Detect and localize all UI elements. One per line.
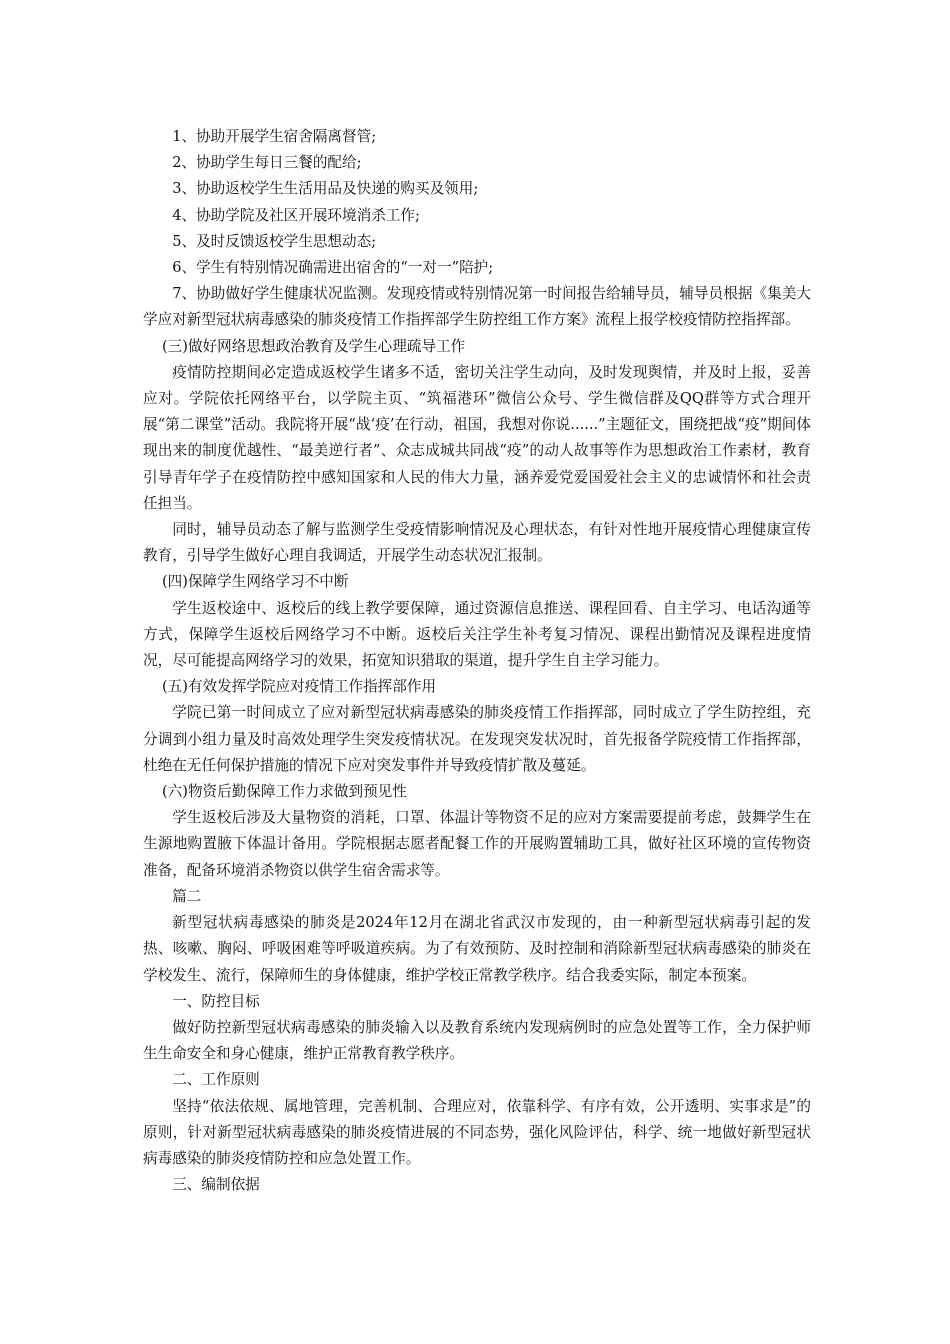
section-heading: (五)有效发挥学院应对疫情工作指挥部作用 bbox=[161, 678, 437, 696]
part-heading: 篇二 bbox=[172, 887, 202, 905]
section-heading: 一、防控目标 bbox=[172, 992, 260, 1010]
paragraph: 学生返校途中、返校后的线上教学要保障，通过资源信息推送、课程回看、自主学习、电话沟通等方式，保障学生返校后网络学习不中断。返校后关注学生补考复习情况、课程出勤情况及课程进度情况，尽可能提高网络学习的效果，拓宽知识猎取的渠道，提升学生自主学习能力。 bbox=[143, 599, 811, 670]
list-item: 5、及时反馈返校学生思想动态; bbox=[172, 232, 377, 250]
list-item: 6、学生有特别情况确需进出宿舍的“一对一”陪护; bbox=[172, 259, 494, 277]
list-item: 2、协助学生每日三餐的配给; bbox=[172, 154, 362, 172]
paragraph: 学生返校后涉及大量物资的消耗，口罩、体温计等物资不足的应对方案需要提前考虑，鼓舞学生在生源地购置腋下体温计备用。学院根据志愿者配餐工作的开展购置辅助工具，做好社区环境的宣传物资准备，配备环境消杀物资以供学生宿舍需求等。 bbox=[143, 809, 811, 879]
list-item: 1、协助开展学生宿舍隔离督管; bbox=[172, 128, 377, 145]
section-heading: (三)做好网络思想政治教育及学生心理疏导工作 bbox=[161, 337, 466, 355]
paragraph: 疫情防控期间必定造成返校学生诸多不适，密切关注学生动向，及时发现舆情，并及时上报，妥善应对。学院依托网络平台，以学院主页、“筑福港环”微信公众号、学生微信群及QQ群等方式合理开展“第二课堂”活动。我院将开展“战‘疫’在行动，祖国，我想对你说......”主题征文，围绕把战“疫”期间体现出来的制度优越性、“最美逆行者”、众志成城共同战“疫”的动人故事等作为思想政治工作素材，教育引导青年学子在疫情防控中感知国家和人民的伟大力量，涵养爱党爱国爱社会主义的忠诚情怀和社会责任担当。 bbox=[143, 363, 811, 512]
paragraph: 学院已第一时间成立了应对新型冠状病毒感染的肺炎疫情工作指挥部，同时成立了学生防控组，充分调到小组力量及时高效处理学生突发疫情状况。在发现突发状况时，首先报备学院疫情工作指挥部，杜绝在无任何保护措施的情况下应对突发事件并导致疫情扩散及蔓延。 bbox=[143, 704, 811, 774]
paragraph: 做好防控新型冠状病毒感染的肺炎输入以及教育系统内发现病例时的应急处置等工作，全力保护师生生命安全和身心健康，维护正常教育教学秩序。 bbox=[143, 1018, 811, 1063]
list-item: 4、协助学院及社区开展环境消杀工作; bbox=[172, 206, 420, 224]
section-heading: 二、工作原则 bbox=[172, 1071, 260, 1089]
document-body bbox=[143, 124, 811, 1198]
list-item: 7、协助做好学生健康状况监测。发现疫情或特别情况第一时间报告给辅导员，辅导员根据《集美大学应对新型冠状病毒感染的肺炎疫情工作指挥部学生防控组工作方案》流程上报学校疫情防控指挥部。 bbox=[143, 285, 811, 329]
section-heading: 三、编制依据 bbox=[172, 1176, 260, 1194]
section-heading: (四)保障学生网络学习不中断 bbox=[161, 573, 349, 591]
list-item: 3、协助返校学生生活用品及快递的购买及领用; bbox=[172, 180, 479, 198]
paragraph: 同时，辅导员动态了解与监测学生受疫情影响情况及心理状态，有针对性地开展疫情心理健康宣传教育，引导学生做好心理自我调适，开展学生动态状况汇报制。 bbox=[143, 521, 811, 565]
paragraph: 新型冠状病毒感染的肺炎是2024年12月在湖北省武汉市发现的，由一种新型冠状病毒引起的发热、咳嗽、胸闷、呼吸困难等呼吸道疾病。为了有效预防、及时控制和消除新型冠状病毒感染的肺炎在学校发生、流行，保障师生的身体健康，维护学校正常教学秩序。结合我委实际，制定本预案。 bbox=[143, 914, 811, 984]
paragraph: 坚持“依法依规、属地管理，完善机制、合理应对，依靠科学、有序有效，公开透明、实事求是”的原则，针对新型冠状病毒感染的肺炎疫情进展的不同态势，强化风险评估，科学、统一地做好新型冠状病毒感染的肺炎疫情防控和应急处置工作。 bbox=[143, 1097, 811, 1167]
section-heading: (六)物资后勤保障工作力求做到预见性 bbox=[161, 783, 407, 801]
